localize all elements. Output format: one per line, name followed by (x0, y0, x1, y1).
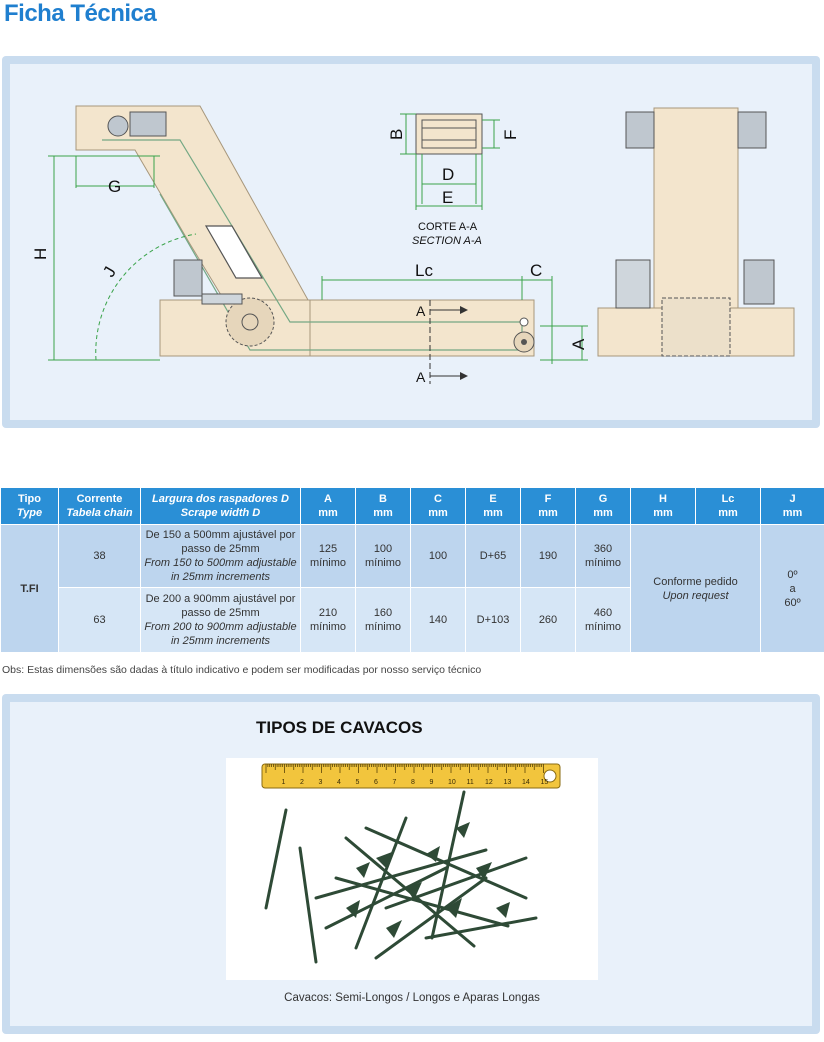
chips-caption: Cavacos: Semi-Longos / Longos e Aparas Longas (284, 992, 540, 1004)
top-motor (130, 112, 166, 136)
g-cell: 360 mínimo (576, 525, 631, 588)
f-cell: 260 (521, 588, 576, 653)
header-a: A mm (301, 488, 356, 525)
dim-d-label: D (442, 165, 455, 184)
header-e: E mm (466, 488, 521, 525)
e-cell: D+103 (466, 588, 521, 653)
header-b: B mm (356, 488, 411, 525)
header-j: J mm (761, 488, 824, 525)
ruler-number: 4 (337, 779, 341, 786)
c-cell: 100 (411, 525, 466, 588)
ruler-number: 6 (374, 779, 378, 786)
header-type: Tipo Type (1, 488, 59, 525)
j-cell: 0º a 60º (761, 525, 824, 653)
ruler-number: 2 (300, 779, 304, 786)
section-arrow-bottom-label: A (416, 369, 426, 385)
ruler-number: 9 (429, 779, 434, 786)
ruler-number: 15 (540, 779, 549, 786)
f-cell: 190 (521, 525, 576, 588)
section-arrow-top-label: A (416, 303, 426, 319)
c-cell: 140 (411, 588, 466, 653)
dim-c-label: C (530, 261, 543, 280)
header-h: H mm (631, 488, 696, 525)
obs-note: Obs: Estas dimensões são dadas à título indicativo e podem ser modificadas por nosso serviço técnico (2, 664, 482, 676)
b-cell: 100 mínimo (356, 525, 411, 588)
dim-lc-label: Lc (415, 261, 433, 280)
dim-e-label: E (442, 188, 454, 207)
drawing-panel (2, 56, 820, 428)
b-cell: 160 mínimo (356, 588, 411, 653)
chips-cluster (266, 792, 536, 962)
chain-cell: 63 (59, 588, 141, 653)
dim-a-label: A (569, 338, 588, 350)
ruler-number: 3 (318, 779, 323, 786)
header-width: Largura dos raspadores D Scrape width D (141, 488, 301, 525)
page-title: Ficha Técnica (4, 0, 157, 27)
ruler-number: 13 (503, 779, 512, 786)
table-header-row (1, 488, 824, 525)
type-cell: T.FI (1, 525, 59, 653)
conveyor-drawing (10, 64, 812, 420)
chips-title: TIPOS DE CAVACOS (256, 718, 423, 737)
a-cell: 125 mínimo (301, 525, 356, 588)
e-cell: D+65 (466, 525, 521, 588)
ruler-number: 1 (281, 779, 286, 786)
h-lc-cell: Conforme pedido Upon request (631, 525, 761, 653)
spec-table (0, 487, 824, 653)
ruler-number: 12 (485, 779, 493, 786)
header-c: C mm (411, 488, 466, 525)
ruler-number: 8 (411, 779, 415, 786)
header-lc: Lc mm (696, 488, 761, 525)
front-motor-right (738, 112, 766, 148)
header-chain: Corrente Tabela chain (59, 488, 141, 525)
dim-h-label: H (31, 247, 50, 260)
sprocket (226, 298, 274, 346)
width-cell: De 200 a 900mm ajustável por passo de 25mm From 200 to 900mm adjustable in 25mm increments (141, 588, 301, 653)
front-motor-left (626, 112, 654, 148)
dim-f-label: F (501, 129, 520, 140)
ruler-number: 11 (466, 779, 474, 786)
section-label-en: SECTION A-A (412, 235, 482, 247)
dim-j-label: J (99, 263, 120, 281)
dim-g-label: G (108, 177, 122, 196)
drawing-area (10, 64, 812, 420)
dim-b-label: B (387, 128, 406, 140)
ruler-number: 14 (522, 779, 530, 786)
section-label-pt: CORTE A-A (418, 221, 478, 233)
ruler-number: 7 (392, 779, 397, 786)
pump-motor (174, 260, 202, 296)
ruler-number: 5 (355, 779, 360, 786)
table-row (1, 525, 824, 588)
chips-photo (226, 758, 598, 980)
a-cell: 210 mínimo (301, 588, 356, 653)
header-g: G mm (576, 488, 631, 525)
chain-cell: 38 (59, 525, 141, 588)
g-cell: 460 mínimo (576, 588, 631, 653)
ruler-number: 10 (448, 779, 456, 786)
width-cell: De 150 a 500mm ajustável por passo de 25mm From 150 to 500mm adjustable in 25mm increments (141, 525, 301, 588)
header-f: F mm (521, 488, 576, 525)
